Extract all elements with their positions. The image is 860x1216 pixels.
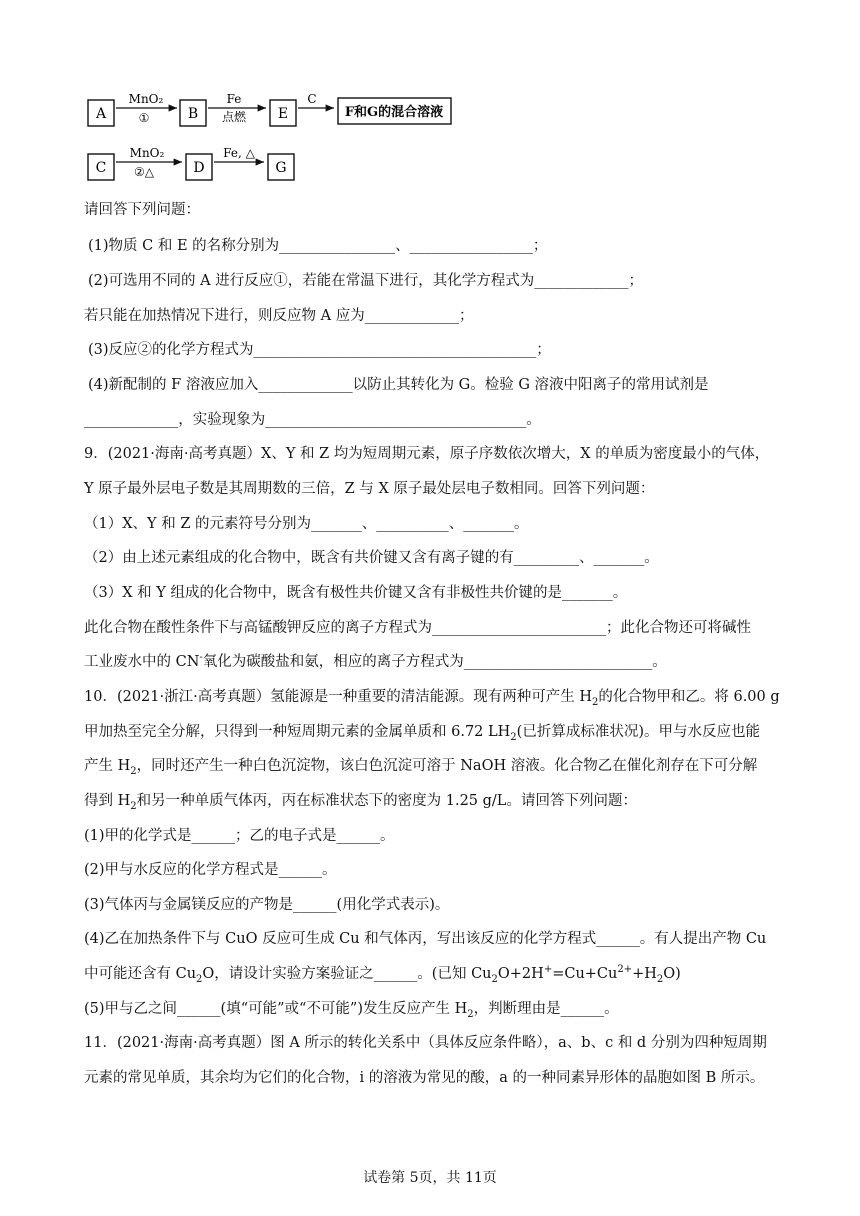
subscript: 2 (130, 800, 137, 812)
arrow-2-top: Fe (226, 92, 242, 106)
subscript: 2 (467, 1008, 474, 1020)
q9-part3: （3）X 和 Y 组成的化合物中，既含有极性共价键又含有非极性共价键的是_______。 (84, 585, 628, 601)
text-seg: O+2H (497, 966, 544, 982)
text-seg: O) (663, 966, 681, 982)
page-footer: 试卷第 5页，共 11页 (363, 1170, 497, 1186)
box-d-label: D (193, 160, 205, 176)
box-c-label: C (95, 160, 107, 176)
text-seg: 10．(2021·浙江·高考真题）氢能源是一种重要的清洁能源。现有两种可产生 H (84, 689, 592, 705)
q10-stem-cont3 (84, 791, 637, 811)
q9-stem: 9．(2021·海南·高考真题）X、Y 和 Z 均为短周期元素，原子序数依次增大，X 的单质为密度最小的气体， (84, 446, 770, 462)
q10-part4: (4)乙在加热条件下与 CuO 反应可生成 Cu 和气体丙，写出该反应的化学方程式______。有人提出产物 Cu (84, 931, 767, 947)
subscript: 2 (591, 696, 599, 708)
reaction-flow-diagram (84, 88, 484, 198)
text-seg: (已折算成标准状况)。甲与水反应也能 (516, 724, 760, 740)
q10-part2: (2)甲与水反应的化学方程式是______。 (84, 862, 337, 878)
text-seg: 工业废水中的 CN (84, 654, 200, 670)
subscript: 2 (130, 765, 137, 777)
subscript: 2 (196, 973, 203, 985)
q8-part1: (1)物质 C 和 E 的名称分别为________________、_________________； (88, 238, 548, 254)
arrow-4-bottom: ②△ (134, 165, 154, 179)
arrow-5-top: Fe, △ (223, 146, 255, 160)
q9-part3-cont: 此化合物在酸性条件下与高锰酸钾反应的离子方程式为________________________；此化合物还可将碱性 (84, 620, 751, 636)
arrow-4-top: MnO₂ (129, 146, 165, 160)
text-seg: +H (632, 966, 657, 982)
q8-part4: (4)新配制的 F 溶液应加入_____________以防止其转化为 G。检验 G 溶液中阳离子的常用试剂是 (88, 377, 709, 393)
q10-stem-cont2 (84, 756, 757, 776)
box-a-label: A (95, 106, 107, 122)
q9-part1: （1）X、Y 和 Z 的元素符号分别为_______、__________、_______。 (84, 516, 529, 532)
arrow-3-top: C (307, 92, 317, 106)
text-seg: 中可能还含有 Cu (84, 966, 197, 982)
q11-stem: 11．(2021·海南·高考真题）图 A 所示的转化关系中（具体反应条件略），a、b、c 和 d 分别为四种短周期 (84, 1035, 767, 1051)
subscript: 2 (656, 973, 664, 985)
superscript: 2+ (617, 964, 633, 976)
q9-part2: （2）由上述元素组成的化合物中，既含有共价键又含有离子键的有_________、_______。 (84, 550, 659, 566)
text-seg: 甲加热至完全分解，只得到一种短周期元素的金属单质和 6.72 LH (84, 724, 511, 740)
q8-part4-cont: _____________，实验现象为____________________________________。 (84, 412, 541, 428)
text-seg: =Cu+Cu (552, 966, 618, 982)
text-seg: 产生 H (84, 758, 131, 774)
box-g-label: G (275, 160, 287, 176)
text-seg: ，判断理由是______。 (473, 1001, 619, 1017)
text-seg: 得到 H (84, 793, 131, 809)
q10-part1: (1)甲的化学式是______；乙的电子式是______。 (84, 828, 395, 844)
arrow-1-bottom: ① (138, 111, 150, 125)
q9-part3-cont2 (84, 652, 667, 672)
q11-stem-cont: 元素的常见单质，其余均为它们的化合物，i 的溶液为常见的酸，a 的一种同素异形体的晶胞如图 B 所示。 (84, 1070, 765, 1086)
q8-part2-cont: 若只能在加热情况下进行，则反应物 A 应为_____________； (84, 308, 474, 324)
box-b-label: B (187, 106, 199, 122)
box-e-label: E (277, 106, 289, 122)
text-seg: 和另一种单质气体丙，丙在标准状态下的密度为 1.25 g/L。请回答下列问题： (136, 793, 637, 809)
q10-part3: (3)气体丙与金属镁反应的产物是______(用化学式表示)。 (84, 897, 450, 913)
q10-stem (84, 687, 780, 707)
q8-part2: (2)可选用不同的 A 进行反应①，若能在常温下进行，其化学方程式为_____________； (88, 273, 643, 289)
text-seg: 氧化为碳酸盐和氨，相应的离子方程式为__________________________。 (202, 654, 667, 670)
text-seg: ，同时还产生一种白色沉淀物，该白色沉淀可溶于 NaOH 溶液。化合物乙在催化剂存在下可分解 (136, 758, 758, 774)
q10-part5 (84, 999, 619, 1019)
q10-part4-cont (84, 964, 681, 984)
q10-stem-cont1 (84, 722, 760, 742)
subscript: 2 (491, 973, 498, 985)
text-seg: O，请设计实验方案验证之______。(已知 Cu (202, 966, 492, 982)
subscript: 2 (510, 731, 517, 743)
arrow-1-top: MnO₂ (128, 92, 164, 106)
arrow-2-bottom: 点燃 (221, 110, 247, 124)
text-seg: 的化合物甲和乙。将 6.00 g (598, 689, 780, 705)
text-seg: (5)甲与乙之间______(填“可能”或“不可能”)发生反应产生 H (84, 1001, 468, 1017)
instruction: 请回答下列问题： (84, 202, 200, 218)
q9-stem-cont: Y 原子最外层电子数是其周期数的三倍，Z 与 X 原子最处层电子数相同。回答下列问题： (84, 481, 655, 497)
superscript: + (543, 964, 553, 976)
box-fg-label: F和G的混合溶液 (344, 105, 444, 120)
q8-part3: (3)反应②的化学方程式为_______________________________________； (88, 342, 551, 358)
superscript: - (199, 652, 203, 664)
